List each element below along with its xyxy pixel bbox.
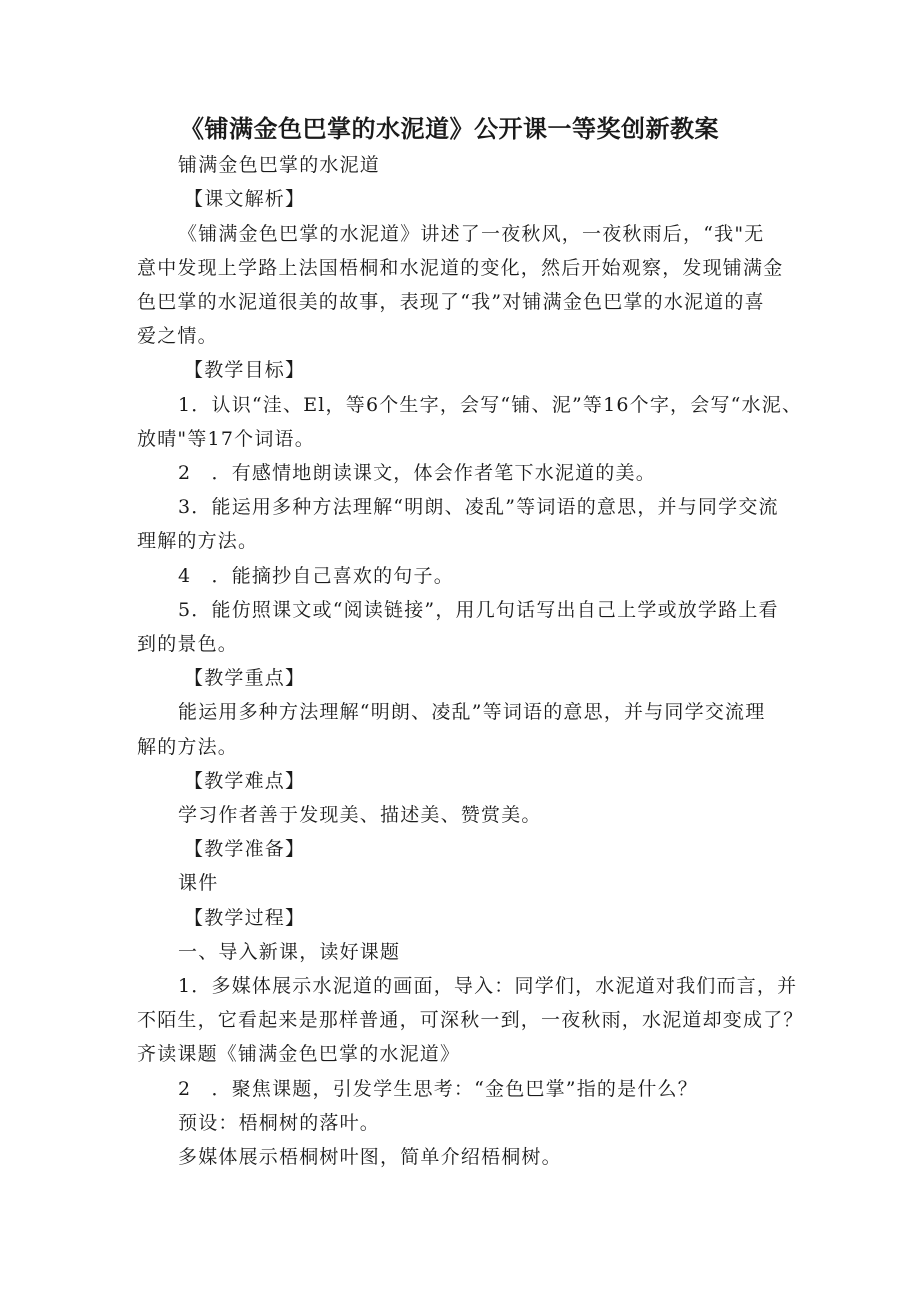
section-heading: 【教学难点】 <box>184 770 306 792</box>
text-line: 放晴"等17个词语。 <box>137 428 315 450</box>
text-line: 2 ．聚焦课题，引发学生思考：“金色巴掌”指的是什么？ <box>178 1078 698 1100</box>
section-heading: 【教学准备】 <box>184 838 306 860</box>
text-line: 到的景色。 <box>137 633 239 655</box>
text-line: 2 ．有感情地朗读课文，体会作者笔下水泥道的美。 <box>178 462 656 484</box>
section-heading: 【教学重点】 <box>184 667 306 689</box>
document-title: 《铺满金色巴掌的水泥道》公开课一等奖创新教案 <box>180 115 719 143</box>
section-heading: 【课文解析】 <box>184 188 306 210</box>
text-line: 色巴掌的水泥道很美的故事，表现了“我”对铺满金色巴掌的水泥道的喜 <box>137 291 765 313</box>
text-line: 1．认识“洼、El，等6个生字，会写“铺、泥”等16个字，会写“水泥、 <box>178 394 803 416</box>
text-line: 1．多媒体展示水泥道的画面，导入：同学们，水泥道对我们而言，并 <box>178 975 798 997</box>
text-line: 3．能运用多种方法理解“明朗、凌乱”等词语的意思，并与同学交流 <box>178 496 779 518</box>
text-line: 学习作者善于发现美、描述美、赞赏美。 <box>178 804 542 826</box>
text-line: 铺满金色巴掌的水泥道 <box>178 154 381 176</box>
text-line: 意中发现上学路上法国梧桐和水泥道的变化，然后开始观察，发现铺满金 <box>137 257 784 279</box>
text-line: 一、导入新课，读好课题 <box>178 941 401 963</box>
text-line: 理解的方法。 <box>137 530 259 552</box>
text-line: 课件 <box>178 872 219 894</box>
text-line: 爱之情。 <box>137 325 218 347</box>
text-line: 5．能仿照课文或“阅读链接”，用几句话写出自己上学或放学路上看 <box>178 599 779 621</box>
text-line: 不陌生，它看起来是那样普通，可深秋一到，一夜秋雨，水泥道却变成了？ <box>137 1009 804 1031</box>
text-line: 预设：梧桐树的落叶。 <box>178 1112 381 1134</box>
text-line: 4 ．能摘抄自己喜欢的句子。 <box>178 565 454 587</box>
text-line: 多媒体展示梧桐树叶图，简单介绍梧桐树。 <box>178 1146 562 1168</box>
section-heading: 【教学过程】 <box>184 907 306 929</box>
text-line: 《铺满金色巴掌的水泥道》讲述了一夜秋风，一夜秋雨后，“我"无 <box>178 223 765 245</box>
text-line: 齐读课题《铺满金色巴掌的水泥道》 <box>137 1043 461 1065</box>
text-line: 能运用多种方法理解“明朗、凌乱”等词语的意思，并与同学交流理 <box>178 701 766 723</box>
text-line: 解的方法。 <box>137 736 239 758</box>
section-heading: 【教学目标】 <box>184 359 306 381</box>
